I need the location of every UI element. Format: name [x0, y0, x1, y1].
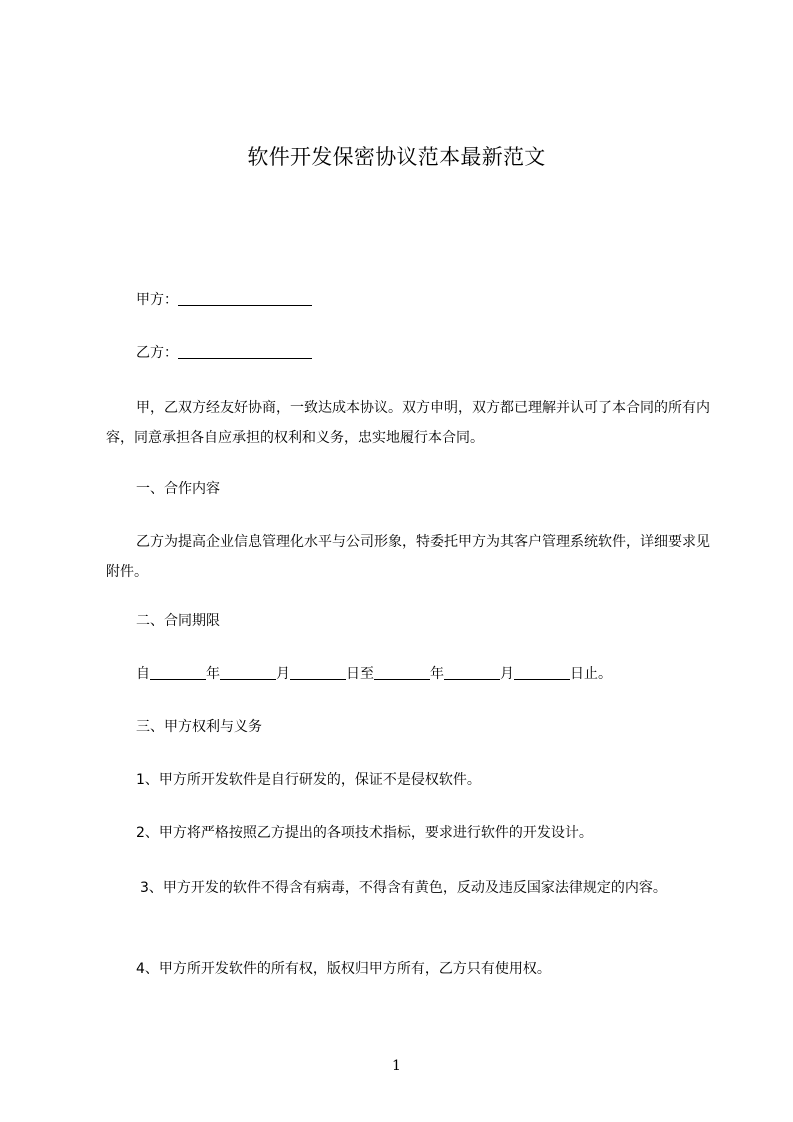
term-year-1: 年: [206, 666, 220, 682]
term-year-2: 年: [430, 666, 444, 682]
end-day-blank: [514, 665, 570, 680]
start-day-blank: [290, 665, 346, 680]
term-from: 自: [136, 666, 150, 682]
party-b-label: 乙方：: [136, 345, 178, 361]
party-a-line: [136, 290, 312, 310]
section-3-heading: 三、甲方权利与义务: [136, 719, 262, 735]
party-b-blank: [178, 344, 312, 359]
section-1-heading: 一、合作内容: [136, 481, 220, 497]
party-a-blank: [178, 291, 312, 306]
party-b-line: [136, 343, 312, 363]
section-3-item-1: 1、甲方所开发软件是自行研发的，保证不是侵权软件。: [136, 772, 481, 788]
section-2-heading: 二、合同期限: [136, 613, 220, 629]
section-3-item-2: 2、甲方将严格按照乙方提出的各项技术指标，要求进行软件的开发设计。: [136, 825, 593, 841]
term-day-to: 日至: [346, 666, 374, 682]
document-title: 软件开发保密协议范本最新范文: [247, 145, 546, 169]
section-3-item-3: 3、甲方开发的软件不得含有病毒，不得含有黄色，反动及违反国家法律规定的内容。: [140, 880, 667, 896]
section-3-item-4: 4、甲方所开发软件的所有权，版权归甲方所有，乙方只有使用权。: [136, 961, 551, 977]
term-month-2: 月: [500, 666, 514, 682]
term-day-end: 日止。: [570, 666, 612, 682]
start-month-blank: [220, 665, 276, 680]
page-number: 1: [392, 1058, 401, 1074]
party-a-label: 甲方：: [136, 292, 178, 308]
end-month-blank: [444, 665, 500, 680]
section-1-body: 乙方为提高企业信息管理化水平与公司形象，特委托甲方为其客户管理系统软件，详细要求见附件。: [106, 534, 710, 580]
start-year-blank: [150, 665, 206, 680]
end-year-blank: [374, 665, 430, 680]
intro-paragraph: 甲，乙双方经友好协商，一致达成本协议。双方申明，双方都已理解并认可了本合同的所有内容，同意承担各自应承担的权利和义务，忠实地履行本合同。: [106, 400, 710, 446]
contract-term-line: [136, 664, 612, 684]
term-month-1: 月: [276, 666, 290, 682]
